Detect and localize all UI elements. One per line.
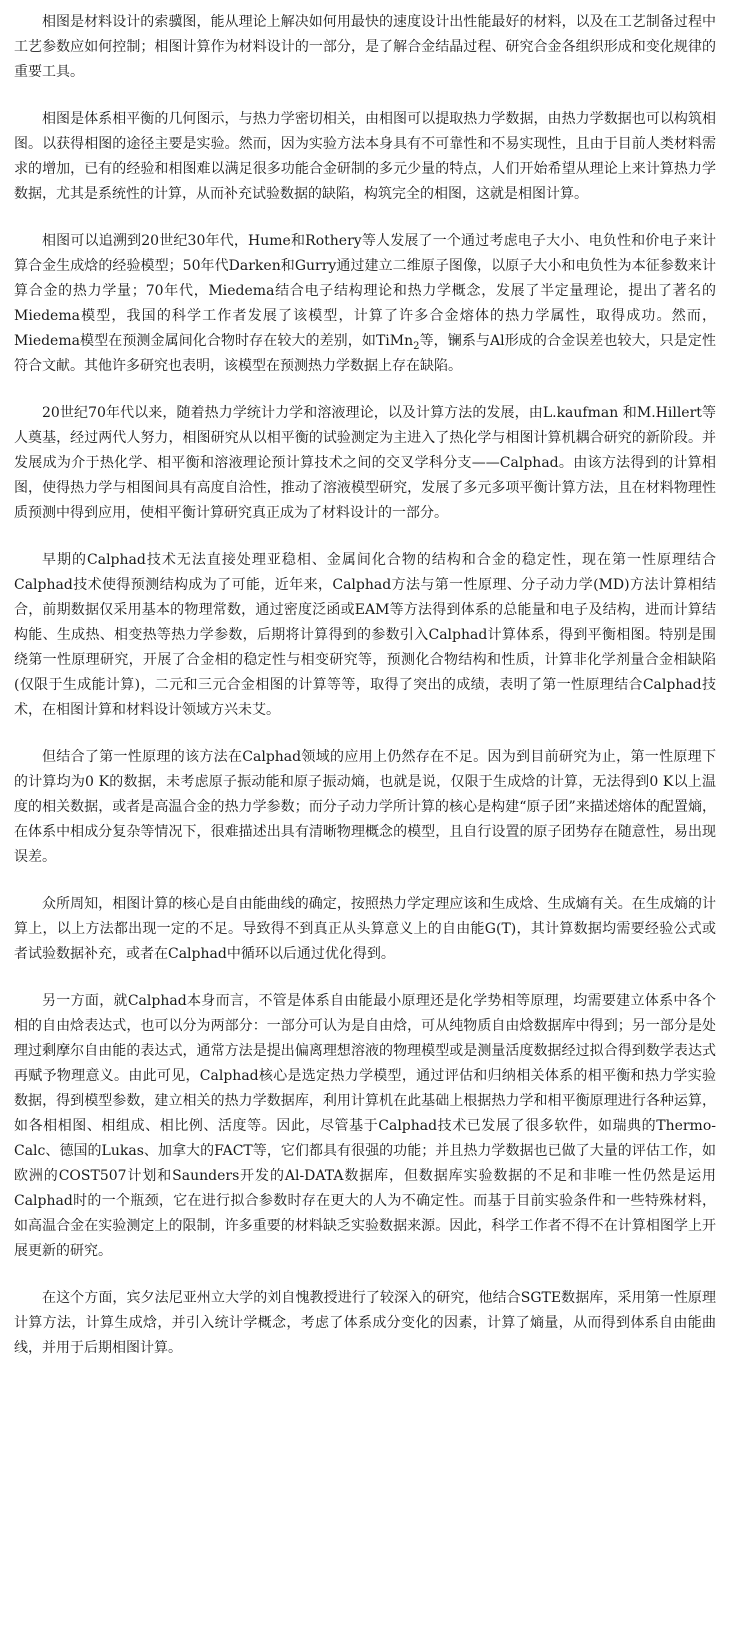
paragraph-3-text-before: 相图可以追溯到20世纪30年代，Hume和Rothery等人发展了一个通过考虑电子大小、电负性和价电子来计算合金生成焓的经验模型；50年代Darken和Gurry通过建立二维原子图像，以原子大小和电负性为本征参数来计算合金的热力学量；70年代，Miedema结合电子结构理论和热力学概念，发展了半定量理论，提出了著名的Miedema模型，我国的科学工作者发展了该模型，计算了许多合金熔体的热力学属性，取得成功。然而，Miedema模型在预测金属间化合物时存在较大的差别，如TiMn — [14, 233, 716, 349]
paragraph-2: 相图是体系相平衡的几何图示，与热力学密切相关，由相图可以提取热力学数据，由热力学数据也可以构筑相图。以获得相图的途径主要是实验。然而，因为实验方法本身具有不可靠性和不易实现性，且由于目前人类材料需求的增加，已有的经验和相图难以满足很多功能合金研制的多元少量的特点，人们开始希望从理论上来计算热力学数据，尤其是系统性的计算，从而补充试验数据的缺陷，构筑完全的相图，这就是相图计算。 — [14, 111, 716, 202]
paragraph-6: 但结合了第一性原理的该方法在Calphad领域的应用上仍然存在不足。因为到目前研究为止，第一性原理下的计算均为0 K的数据，未考虑原子振动能和原子振动熵，也就是说，仅限于生成焓的计算，无法得到0 K以上温度的相关数据，或者是高温合金的热力学参数；而分子动力学所计算的核心是构建“原子团”来描述熔体的配置熵，在体系中相成分复杂等情况下，很难描述出具有清晰物理概念的模型，且自行设置的原子团势存在随意性，易出现误差。 — [14, 749, 716, 865]
paragraph-3-text-after: 等，镧系与Al形成的合金误差也较大，只是定性符合文献。其他许多研究也表明，该模型在预测热力学数据上存在缺陷。 — [14, 333, 716, 374]
paragraph-8: 另一方面，就Calphad本身而言，不管是体系自由能最小原理还是化学势相等原理，均需要建立体系中各个相的自由焓表达式，也可以分为两部分：一部分可认为是自由焓，可从纯物质自由焓数据库中得到；另一部分是处理过剩摩尔自由能的表达式，通常方法是提出偏离理想溶液的物理模型或是测量活度数据经过拟合得到数学表达式再赋予物理意义。由此可见，Calphad核心是选定热力学模型，通过评估和归纳相关体系的相平衡和热力学实验数据，得到模型参数，建立相关的热力学数据库，利用计算机在此基础上根据热力学和相平衡原理进行各种运算，如各相相图、相组成、相比例、活度等。因此，尽管基于Calphad技术已发展了很多软件，如瑞典的Thermo-Calc、德国的Lukas、加拿大的FACT等，它们都具有很强的功能；并且热力学数据也已做了大量的评估工作，如欧洲的COST507计划和Saunders开发的Al-DATA数据库，但数据库实验数据的不足和非唯一性仍然是运用Calphad时的一个瓶颈，它在进行拟合参数时存在更大的人为不确定性。而基于目前实验条件和一些特殊材料，如高温合金在实验测定上的限制，许多重要的材料缺乏实验数据来源。因此，科学工作者不得不在计算相图学上开展更新的研究。 — [14, 993, 716, 1259]
paragraph-1: 相图是材料设计的索骥图，能从理论上解决如何用最快的速度设计出性能最好的材料，以及在工艺制备过程中工艺参数应如何控制；相图计算作为材料设计的一部分，是了解合金结晶过程、研究合金各组织形成和变化规律的重要工具。 — [14, 14, 716, 80]
paragraph-9: 在这个方面，宾夕法尼亚州立大学的刘自愧教授进行了较深入的研究，他结合SGTE数据库，采用第一性原理计算方法，计算生成焓，并引入统计学概念，考虑了体系成分变化的因素，计算了熵量，从而得到体系自由能曲线，并用于后期相图计算。 — [14, 1290, 716, 1356]
paragraph-7: 众所周知，相图计算的核心是自由能曲线的确定，按照热力学定理应该和生成焓、生成熵有关。在生成熵的计算上，以上方法都出现一定的不足。导致得不到真正从头算意义上的自由能G(T)，其计算数据均需要经验公式或者试验数据补充，或者在Calphad中循环以后通过优化得到。 — [14, 896, 716, 962]
paragraph-4: 20世纪70年代以来，随着热力学统计力学和溶液理论，以及计算方法的发展，由L.kaufman 和M.Hillert等人奠基，经过两代人努力，相图研究从以相平衡的试验测定为主进入了热化学与相图计算机耦合研究的新阶段。并发展成为介于热化学、相平衡和溶液理论预计算技术之间的交叉学科分支——Calphad。由该方法得到的计算相图，使得热力学与相图间具有高度自洽性，推动了溶液模型研究，发展了多元多项平衡计算方法，且在材料物理性质预测中得到应用，使相平衡计算研究真正成为了材料设计的一部分。 — [14, 405, 716, 521]
paragraph-3 — [14, 229, 716, 379]
paragraph-5: 早期的Calphad技术无法直接处理亚稳相、金属间化合物的结构和合金的稳定性，现在第一性原理结合Calphad技术使得预测结构成为了可能，近年来，Calphad方法与第一性原理、分子动力学(MD)方法计算相结合，前期数据仅采用基本的物理常数，通过密度泛函或EAM等方法得到体系的总能量和电子及结构，进而计算结构能、生成热、相变热等热力学参数，后期将计算得到的参数引入Calphad计算体系，得到平衡相图。特别是围绕第一性原理研究，开展了合金相的稳定性与相变研究等，预测化合物结构和性质，计算非化学剂量合金相缺陷(仅限于生成能计算)，二元和三元合金相图的计算等等，取得了突出的成绩，表明了第一性原理结合Calphad技术，在相图计算和材料设计领域方兴未艾。 — [14, 552, 716, 718]
subscript-2: 2 — [413, 340, 420, 352]
article-body — [14, 10, 716, 1383]
